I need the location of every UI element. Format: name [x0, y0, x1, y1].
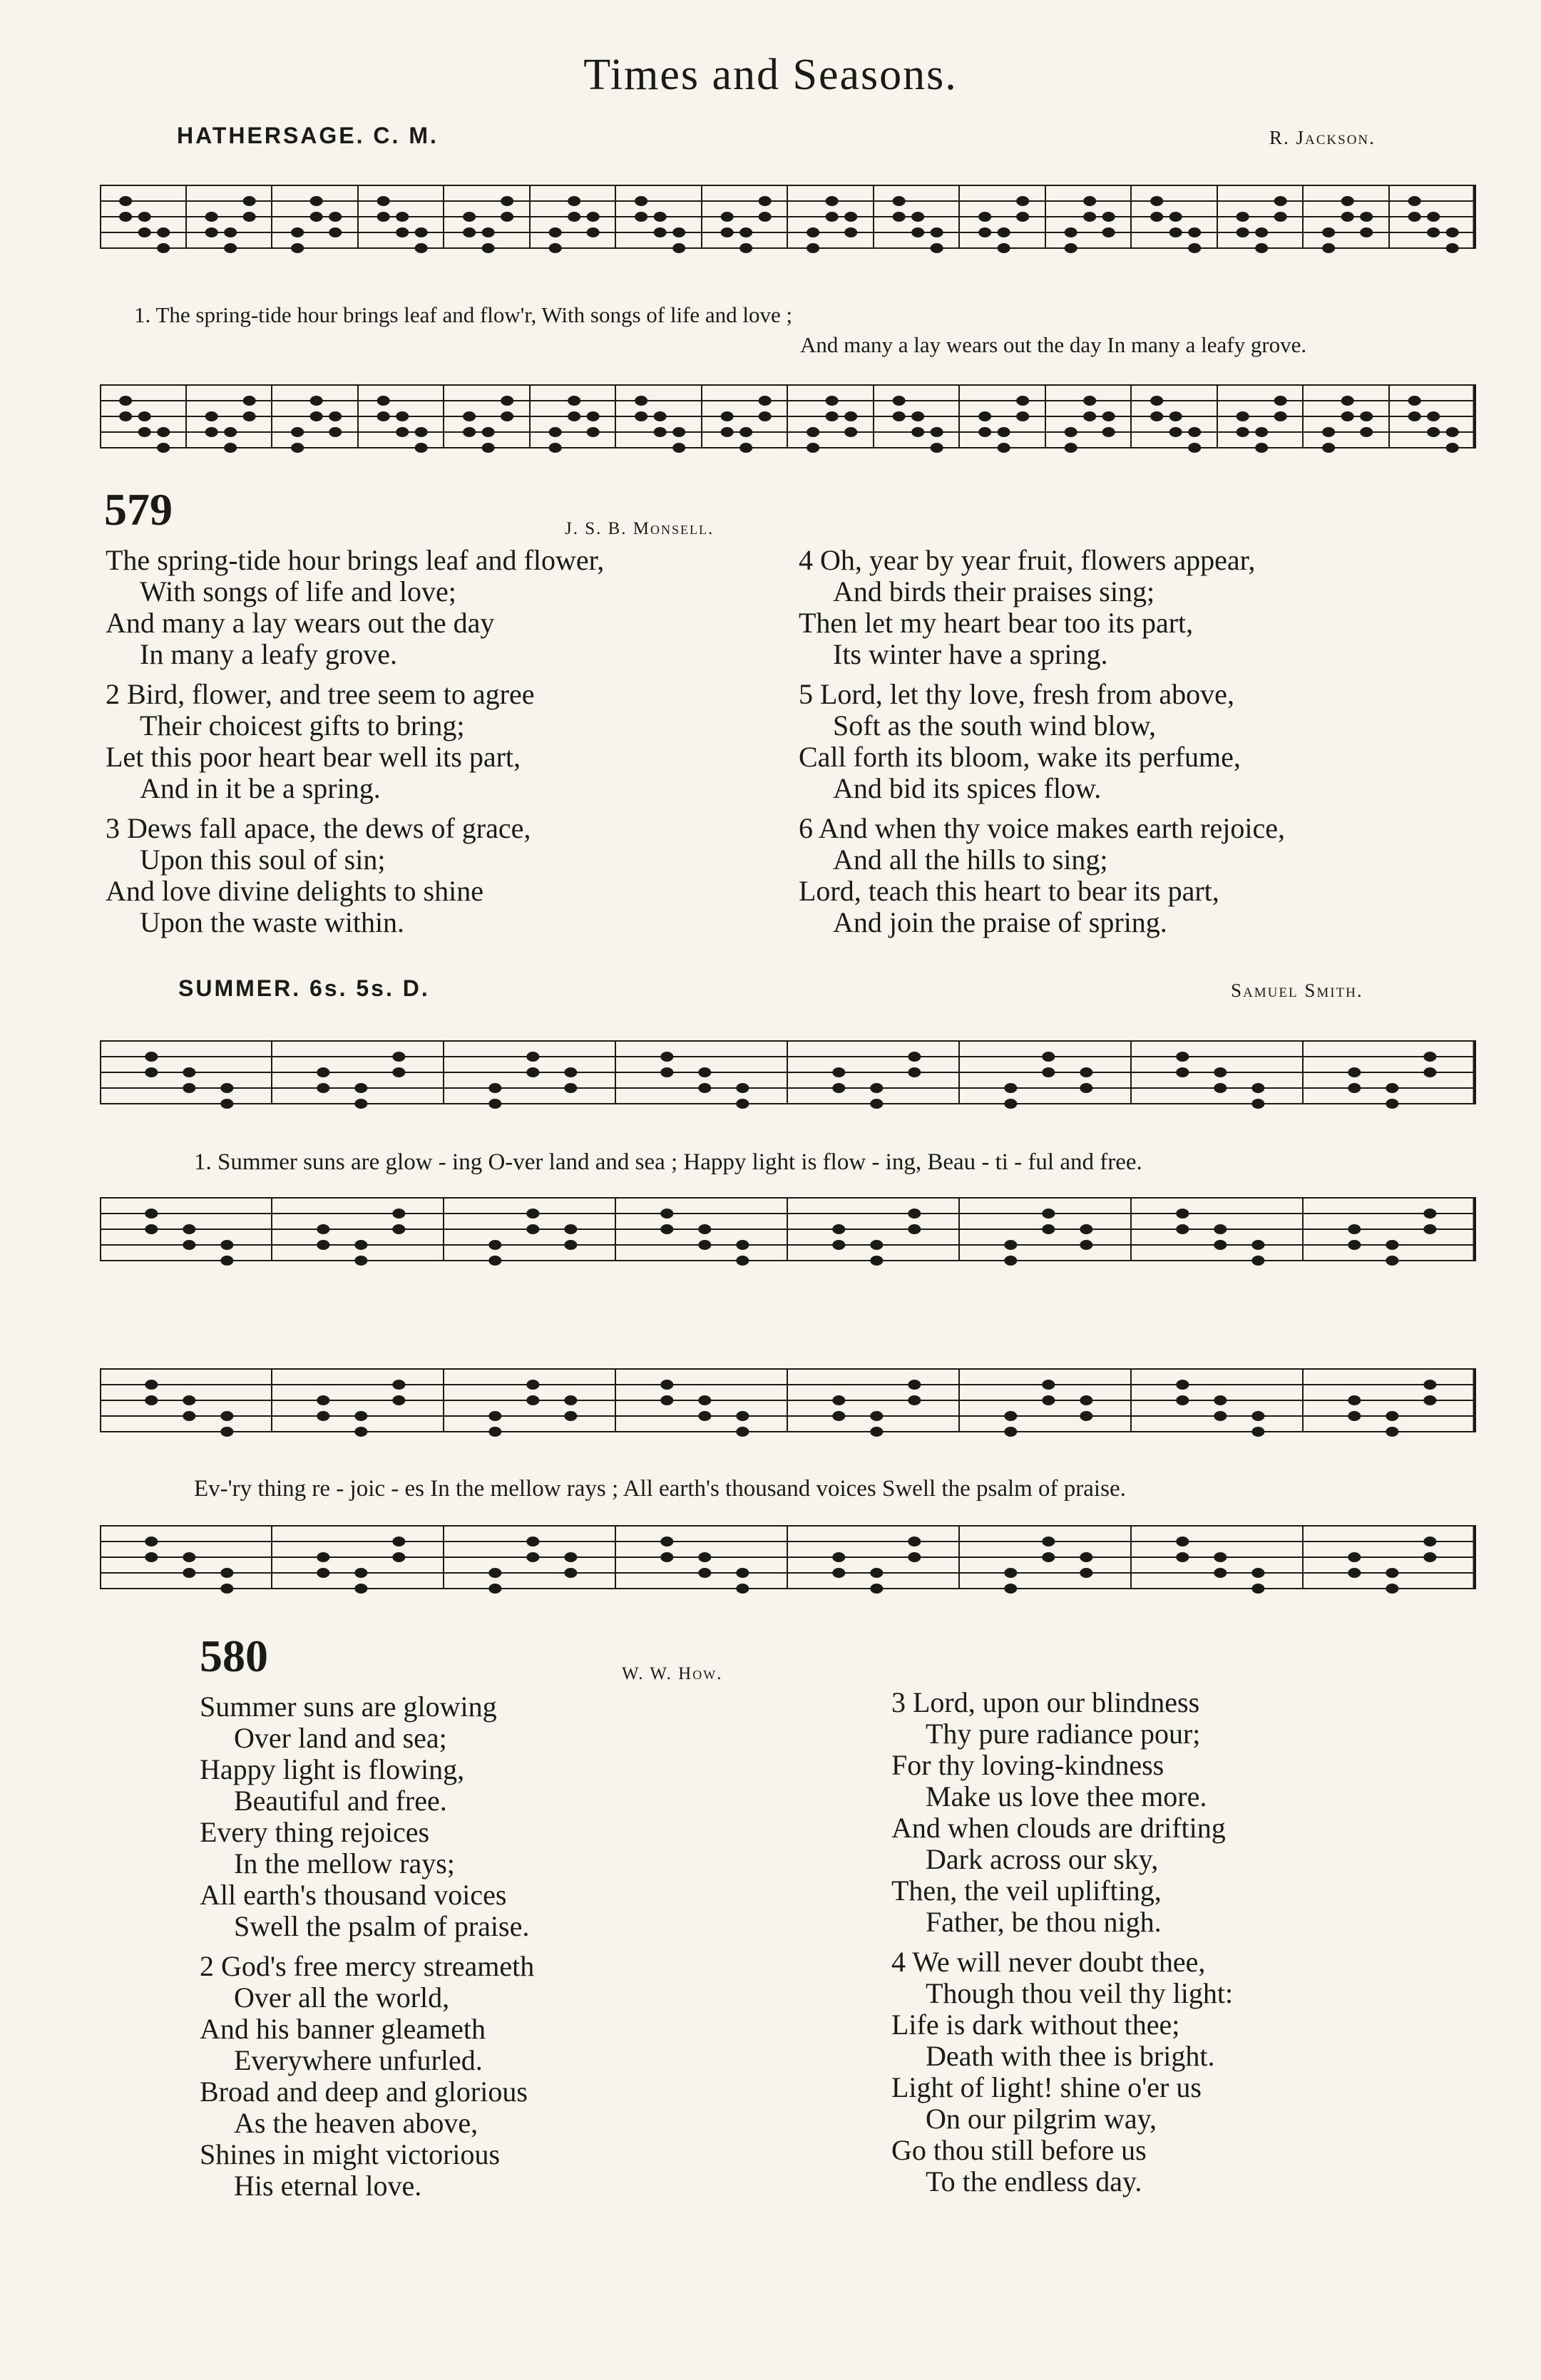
verse-line: For thy loving-kindness: [891, 1749, 1164, 1781]
verse-line: 4 We will never doubt thee,: [891, 1946, 1206, 1978]
verse-line: And all the hills to sing;: [833, 843, 1108, 876]
music-staff-icon: [100, 171, 1476, 299]
music-lyric-579-1: 1. The spring-tide hour brings leaf and flow'r, With songs of life and love ;: [134, 302, 793, 327]
verses-579-left: [106, 545, 604, 938]
verse-line: Father, be thou nigh.: [926, 1906, 1162, 1938]
hymn-number-579: 579: [104, 484, 173, 535]
verse-line: Swell the psalm of praise.: [234, 1910, 530, 1942]
verse-line: In many a leafy grove.: [140, 638, 397, 670]
verse-line: Death with thee is bright.: [926, 2040, 1215, 2072]
verse-line: Light of light! shine o'er us: [891, 2071, 1202, 2103]
music-lyric-580-2: Ev-'ry thing re - joic - es In the mellow rays ; All earth's thousand voices Swell the psalm of praise.: [194, 1476, 1126, 1502]
verse-line: 3 Lord, upon our blindness: [891, 1686, 1200, 1718]
verse-line: Beautiful and free.: [234, 1785, 447, 1817]
tune-name-580: SUMMER. 6s. 5s. D.: [178, 975, 430, 1001]
verse-line: In the mellow rays;: [234, 1847, 455, 1879]
composer-580: Samuel Smith.: [1231, 980, 1363, 1001]
verse-line: And in it be a spring.: [140, 772, 381, 804]
verse-line: Thy pure radiance pour;: [926, 1718, 1201, 1750]
composer-579: R. Jackson.: [1269, 127, 1376, 148]
verse-line: On our pilgrim way,: [926, 2103, 1157, 2135]
verses-580-left: [200, 1691, 534, 2202]
verse-line: And birds their praises sing;: [833, 575, 1155, 607]
verse-line: 5 Lord, let thy love, fresh from above,: [799, 678, 1234, 710]
verse-line: Shines in might victorious: [200, 2138, 501, 2170]
music-staff-icon: [100, 1027, 1476, 1141]
verse-line: With songs of life and love;: [140, 575, 456, 607]
verse-line: And bid its spices flow.: [833, 772, 1102, 804]
verse-line: Make us love thee more.: [926, 1780, 1207, 1812]
verses-580-right: [891, 1687, 1233, 2197]
verse-line: Go thou still before us: [891, 2134, 1147, 2166]
verse-line: Lord, teach this heart to bear its part,: [799, 875, 1219, 907]
verse-line: Over land and sea;: [234, 1722, 447, 1754]
hymn-number-580: 580: [200, 1631, 268, 1681]
verse-line: Summer suns are glowing: [200, 1691, 497, 1723]
verses-579-right: [799, 545, 1285, 938]
page-title: Times and Seasons.: [583, 51, 958, 99]
music-staff-icon: [100, 371, 1476, 499]
verse-line: And when clouds are drifting: [891, 1812, 1226, 1844]
verse-line: 6 And when thy voice makes earth rejoice,: [799, 812, 1285, 844]
music-staff-icon: [100, 1512, 1476, 1626]
verse-line: Every thing rejoices: [200, 1816, 430, 1848]
verse-line: Then, the veil uplifting,: [891, 1874, 1162, 1907]
verse-line: Over all the world,: [234, 1981, 450, 2014]
verse-line: Its winter have a spring.: [833, 638, 1108, 670]
verse-line: Though thou veil thy light:: [926, 1977, 1234, 2009]
verse-line: Dark across our sky,: [926, 1843, 1159, 1875]
verse-line: As the heaven above,: [234, 2107, 478, 2139]
author-580: W. W. How.: [622, 1664, 723, 1683]
music-staff-icon: [100, 1184, 1476, 1298]
verse-line: Everywhere unfurled.: [234, 2044, 483, 2076]
verse-line: And love divine delights to shine: [106, 875, 483, 907]
verse-line: Soft as the south wind blow,: [833, 709, 1156, 742]
verse-line: And join the praise of spring.: [833, 906, 1167, 938]
verse-line: And many a lay wears out the day: [106, 607, 495, 639]
verse-line: Life is dark without thee;: [891, 2009, 1180, 2041]
music-lyric-580-1: 1. Summer suns are glow - ing O-ver land and sea ; Happy light is flow - ing, Beau - ti - ful and free.: [194, 1149, 1142, 1175]
verse-line: Their choicest gifts to bring;: [140, 709, 465, 742]
verse-line: 2 Bird, flower, and tree seem to agree: [106, 678, 535, 710]
verse-line: And his banner gleameth: [200, 2013, 486, 2045]
music-lyric-579-2: And many a lay wears out the day In many a leafy grove.: [800, 332, 1307, 357]
verse-line: All earth's thousand voices: [200, 1879, 507, 1911]
verse-line: Then let my heart bear too its part,: [799, 607, 1194, 639]
verse-line: To the endless day.: [926, 2165, 1142, 2197]
verse-line: 2 God's free mercy streameth: [200, 1950, 535, 1982]
author-579: J. S. B. Monsell.: [565, 519, 715, 538]
verse-line: The spring-tide hour brings leaf and flower,: [106, 544, 605, 576]
verse-line: Call forth its bloom, wake its perfume,: [799, 741, 1241, 773]
verse-line: His eternal love.: [234, 2170, 422, 2202]
verse-line: Happy light is flowing,: [200, 1753, 465, 1785]
music-staff-icon: [100, 1355, 1476, 1469]
verse-line: 4 Oh, year by year fruit, flowers appear,: [799, 544, 1256, 576]
tune-name-579: HATHERSAGE. C. M.: [177, 123, 439, 148]
verse-line: Upon the waste within.: [140, 906, 405, 938]
verse-line: 3 Dews fall apace, the dews of grace,: [106, 812, 531, 844]
verse-line: Let this poor heart bear well its part,: [106, 741, 521, 773]
verse-line: Broad and deep and glorious: [200, 2076, 528, 2108]
verse-line: Upon this soul of sin;: [140, 843, 386, 876]
